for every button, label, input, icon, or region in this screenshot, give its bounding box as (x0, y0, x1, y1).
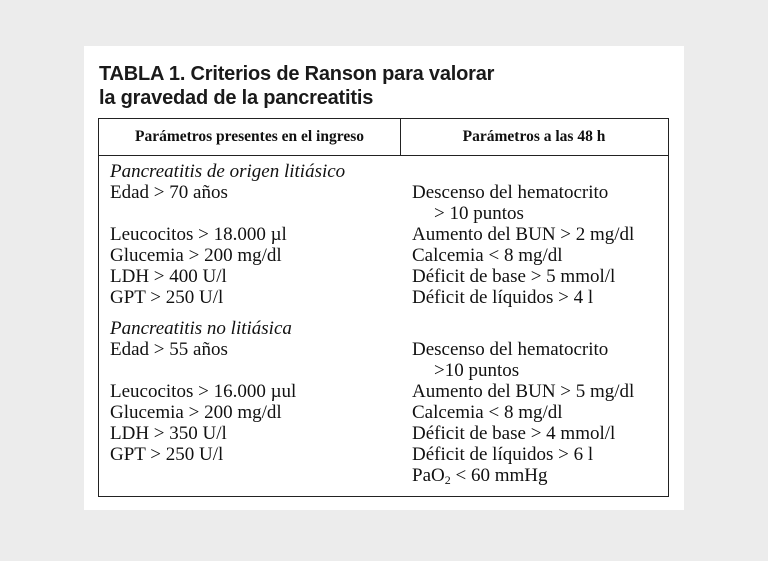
table-title-line-2: la gravedad de la pancreatitis (99, 87, 374, 109)
cell-hematocrit-non-biliary: Descenso del hematocrito (412, 339, 609, 360)
cell-gpt-non-biliary: GPT > 250 U/l (110, 444, 224, 465)
header-admission-parameters: Parámetros presentes en el ingreso (99, 119, 401, 155)
cell-hematocrit-points-non-biliary: >10 puntos (434, 360, 520, 381)
table-title-line-1: TABLA 1. Criterios de Ranson para valorar (99, 63, 495, 85)
pao2-subscript: 2 (444, 473, 451, 487)
group-heading-non-biliary: Pancreatitis no litiásica (110, 318, 292, 339)
cell-pao2-non-biliary (412, 465, 634, 486)
cell-bun-non-biliary: Aumento del BUN > 5 mg/dl (412, 381, 635, 402)
pao2-suffix: < 60 mmHg (450, 465, 548, 486)
cell-hematocrit-biliary: Descenso del hematocrito (412, 182, 609, 203)
cell-base-deficit-non-biliary: Déficit de base > 4 mmol/l (412, 423, 616, 444)
cell-glucose-non-biliary: Glucemia > 200 mg/dl (110, 402, 282, 423)
cell-ldh-biliary: LDH > 400 U/l (110, 266, 227, 287)
cell-calcemia-non-biliary: Calcemia < 8 mg/dl (412, 402, 563, 423)
header-48h-parameters: Parámetros a las 48 h (462, 128, 606, 145)
cell-gpt-biliary: GPT > 250 U/l (110, 287, 224, 308)
cell-base-deficit-biliary: Déficit de base > 5 mmol/l (412, 266, 616, 287)
cell-calcemia-biliary: Calcemia < 8 mg/dl (412, 245, 563, 266)
cell-bun-biliary: Aumento del BUN > 2 mg/dl (412, 224, 635, 245)
cell-age-non-biliary: Edad > 55 años (110, 339, 228, 360)
cell-ldh-non-biliary: LDH > 350 U/l (110, 423, 227, 444)
cell-fluid-deficit-non-biliary: Déficit de líquidos > 6 l (412, 444, 594, 465)
table-header (99, 119, 668, 156)
cell-age-biliary: Edad > 70 años (110, 182, 228, 203)
admission-column (110, 161, 345, 465)
cell-fluid-deficit-biliary: Déficit de líquidos > 4 l (412, 287, 594, 308)
table-title (99, 62, 494, 110)
cell-leukocytes-biliary: Leucocitos > 18.000 µl (110, 224, 287, 245)
ranson-criteria-table (98, 118, 669, 497)
pao2-prefix: PaO (412, 465, 445, 486)
cell-leukocytes-non-biliary: Leucocitos > 16.000 µul (110, 381, 297, 402)
cell-hematocrit-points-biliary: > 10 puntos (434, 203, 524, 224)
48h-column (412, 182, 634, 486)
cell-glucose-biliary: Glucemia > 200 mg/dl (110, 245, 282, 266)
group-heading-biliary: Pancreatitis de origen litiásico (110, 161, 346, 182)
